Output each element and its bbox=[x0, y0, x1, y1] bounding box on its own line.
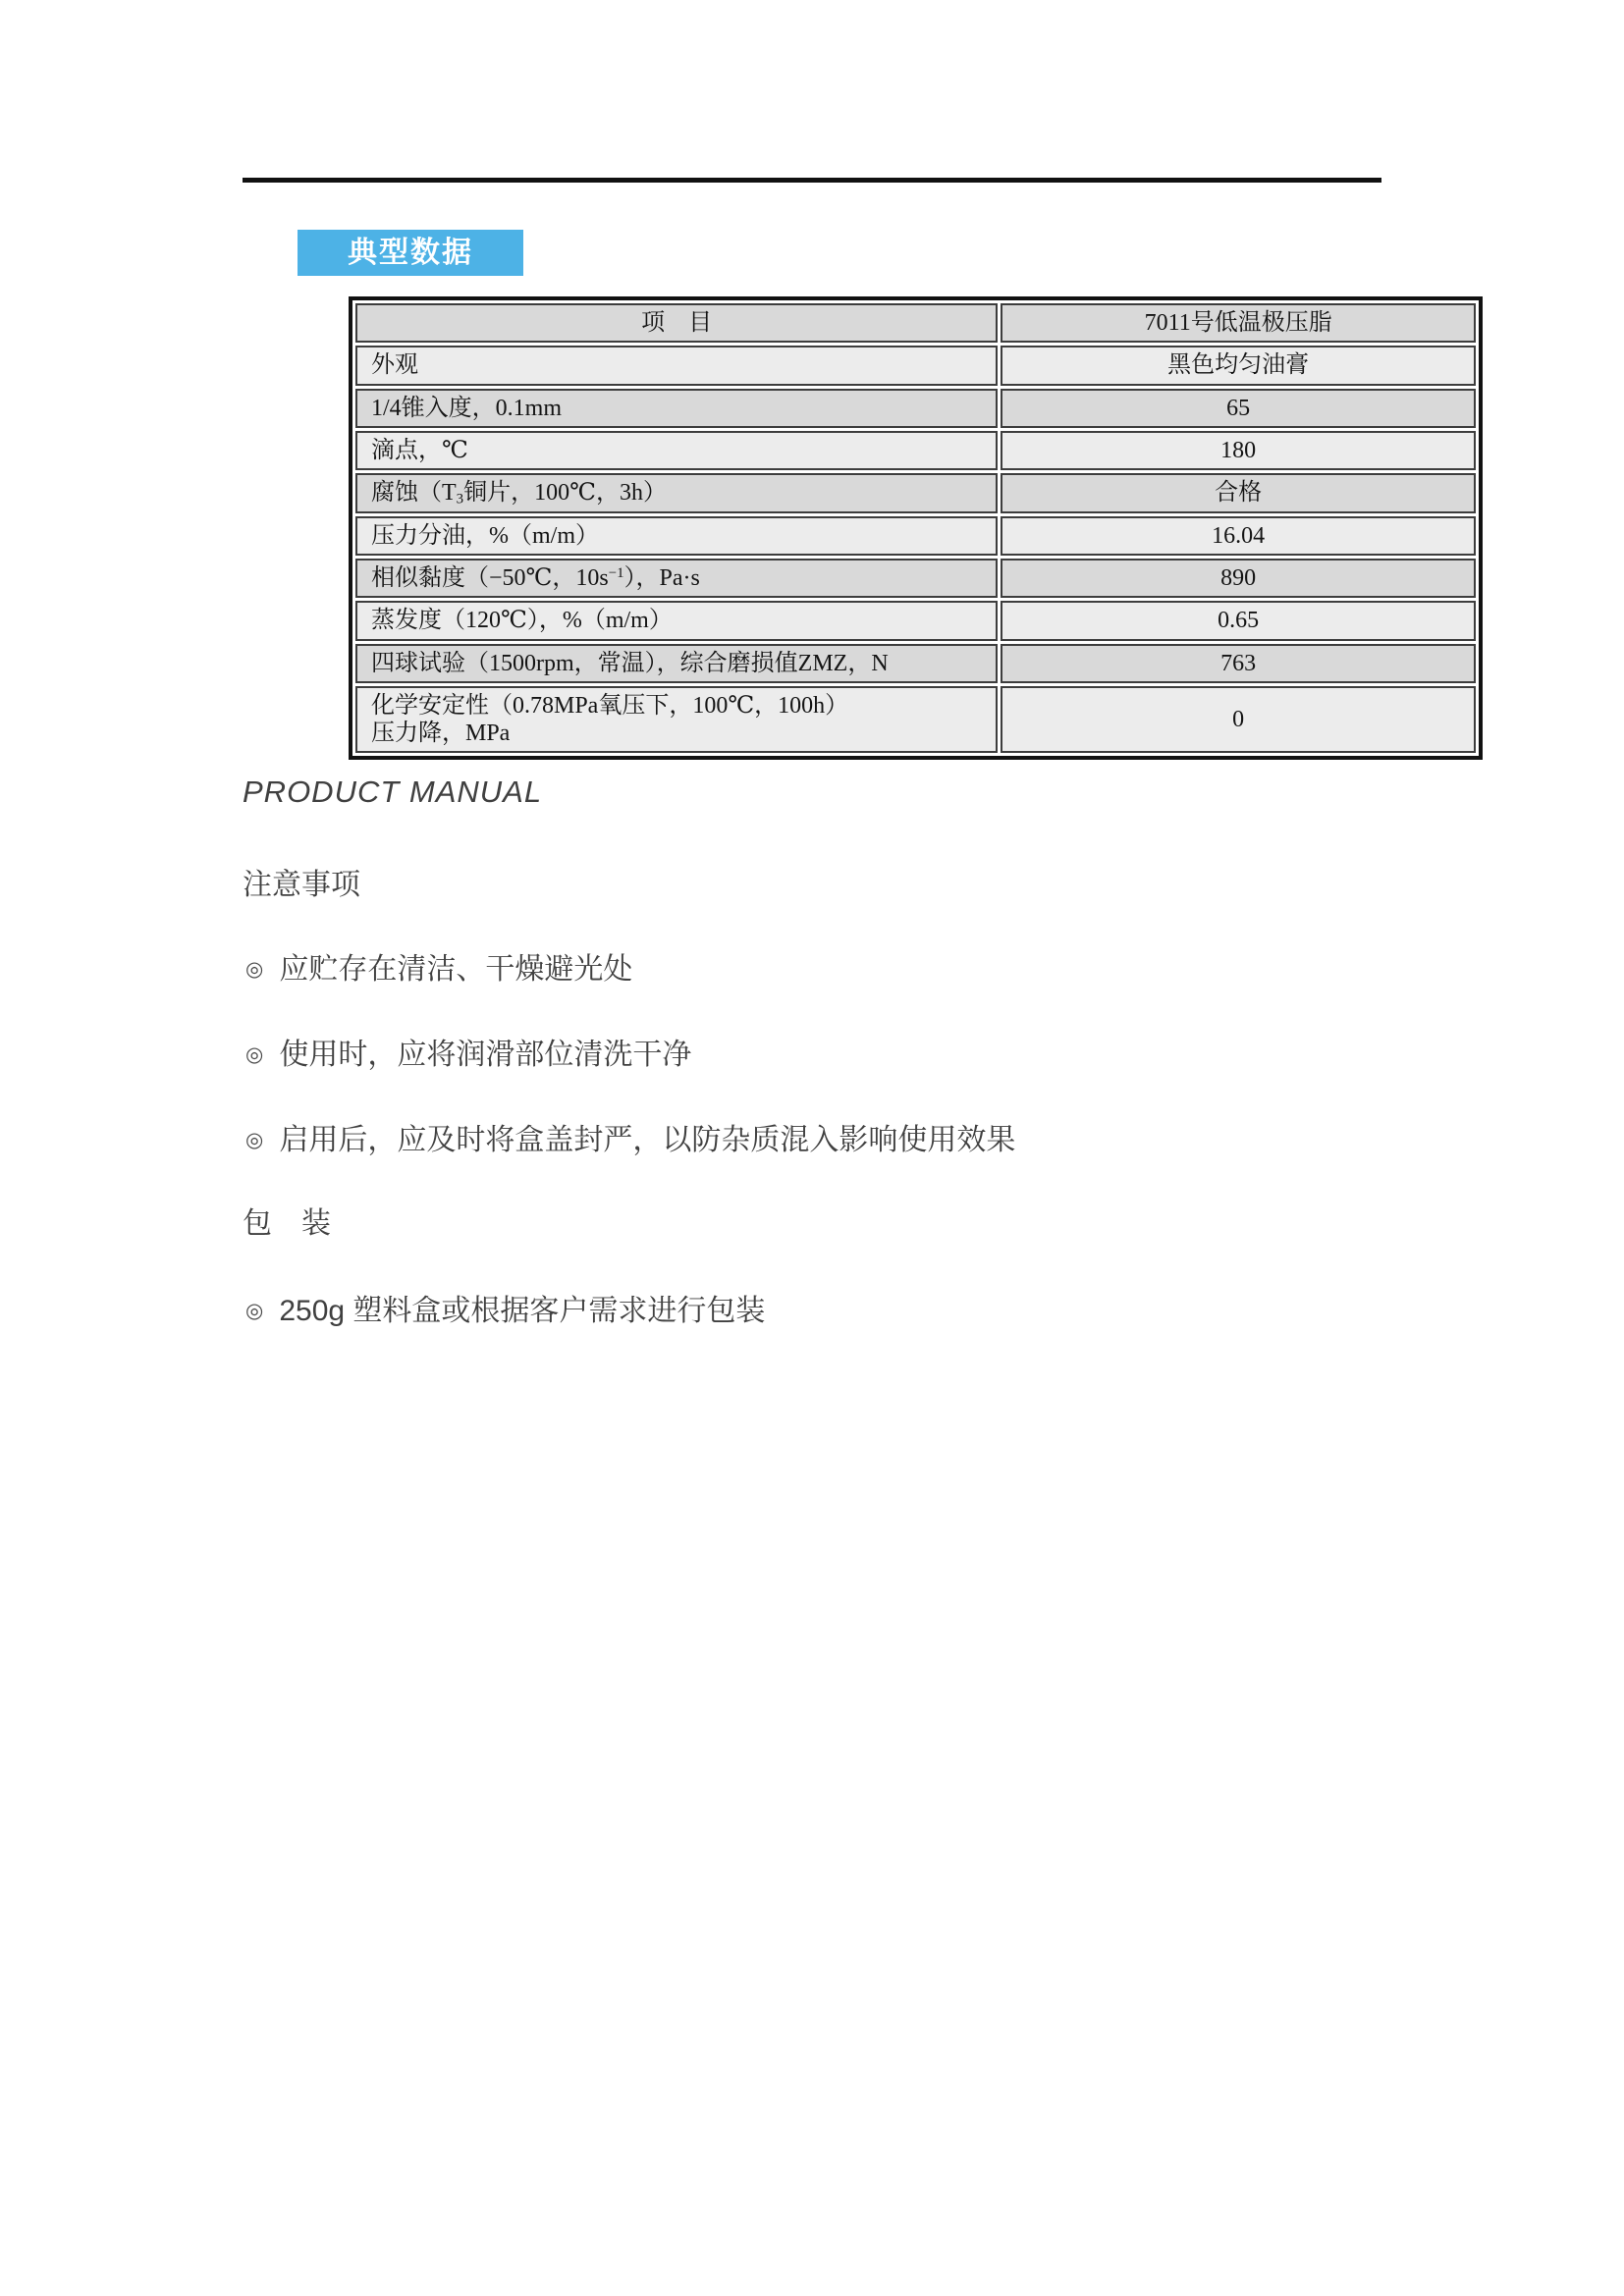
header-rule bbox=[243, 178, 1381, 183]
list-item bbox=[245, 1030, 691, 1073]
table-row bbox=[355, 516, 1476, 556]
table-row bbox=[355, 686, 1476, 754]
spec-item-cell: 腐蚀（$T_3$铜片，100℃，3h） bbox=[355, 473, 998, 512]
bullseye-bullet-icon: ◎ bbox=[245, 1300, 264, 1322]
bullseye-bullet-icon: ◎ bbox=[245, 1129, 264, 1151]
column-header-product: 7011号低温极压脂 bbox=[1001, 303, 1476, 343]
list-item-text: 250g 塑料盒或根据客户需求进行包装 bbox=[279, 1295, 766, 1327]
spec-item-cell: 化学安定性（0.78MPa氧压下，100℃，100h） 压力降，MPa bbox=[355, 686, 998, 754]
typical-data-table bbox=[349, 296, 1483, 760]
spec-value-cell: 黑色均匀油膏 bbox=[1001, 346, 1476, 385]
notes-heading: 注意事项 bbox=[243, 869, 360, 901]
list-item-text: 应贮存在清洁、干燥避光处 bbox=[279, 953, 633, 986]
spec-item-cell: 外观 bbox=[355, 346, 998, 385]
spec-item-cell: 蒸发度（120℃），%（m/m） bbox=[355, 601, 998, 640]
spec-value-cell: 763 bbox=[1001, 644, 1476, 683]
column-header-item: 项 目 bbox=[355, 303, 998, 343]
product-manual-title: PRODUCT MANUAL bbox=[243, 774, 543, 809]
table-row bbox=[355, 346, 1476, 385]
spec-item-cell: 滴点，℃ bbox=[355, 431, 998, 470]
spec-item-cell: 四球试验（1500rpm，常温），综合磨损值ZMZ，N bbox=[355, 644, 998, 683]
spec-item-cell: 压力分油，%（m/m） bbox=[355, 516, 998, 556]
list-item bbox=[245, 1115, 1015, 1158]
bullseye-bullet-icon: ◎ bbox=[245, 958, 264, 981]
spec-value-cell: 合格 bbox=[1001, 473, 1476, 512]
spec-value-cell: 0 bbox=[1001, 686, 1476, 754]
packaging-heading: 包 装 bbox=[243, 1207, 331, 1240]
spec-value-cell: 65 bbox=[1001, 389, 1476, 428]
spec-value-cell: 16.04 bbox=[1001, 516, 1476, 556]
table-row bbox=[355, 601, 1476, 640]
table-header-row bbox=[355, 303, 1476, 343]
spec-value-cell: 180 bbox=[1001, 431, 1476, 470]
list-item bbox=[245, 1286, 765, 1329]
list-item bbox=[245, 944, 632, 988]
spec-item-cell: 相似黏度（−50℃，$10s^{-1}$），Pa·s bbox=[355, 559, 998, 598]
spec-value-cell: 0.65 bbox=[1001, 601, 1476, 640]
list-item-text: 启用后，应及时将盒盖封严，以防杂质混入影响使用效果 bbox=[279, 1124, 1016, 1156]
table-row bbox=[355, 559, 1476, 598]
spec-item-cell: 1/4锥入度，0.1mm bbox=[355, 389, 998, 428]
table-row bbox=[355, 644, 1476, 683]
table-row bbox=[355, 431, 1476, 470]
list-item-text: 使用时，应将润滑部位清洗干净 bbox=[279, 1039, 692, 1071]
spec-value-cell: 890 bbox=[1001, 559, 1476, 598]
table-row bbox=[355, 473, 1476, 512]
table-row bbox=[355, 389, 1476, 428]
bullseye-bullet-icon: ◎ bbox=[245, 1043, 264, 1066]
section-badge-typical-data: 典型数据 bbox=[298, 230, 523, 276]
